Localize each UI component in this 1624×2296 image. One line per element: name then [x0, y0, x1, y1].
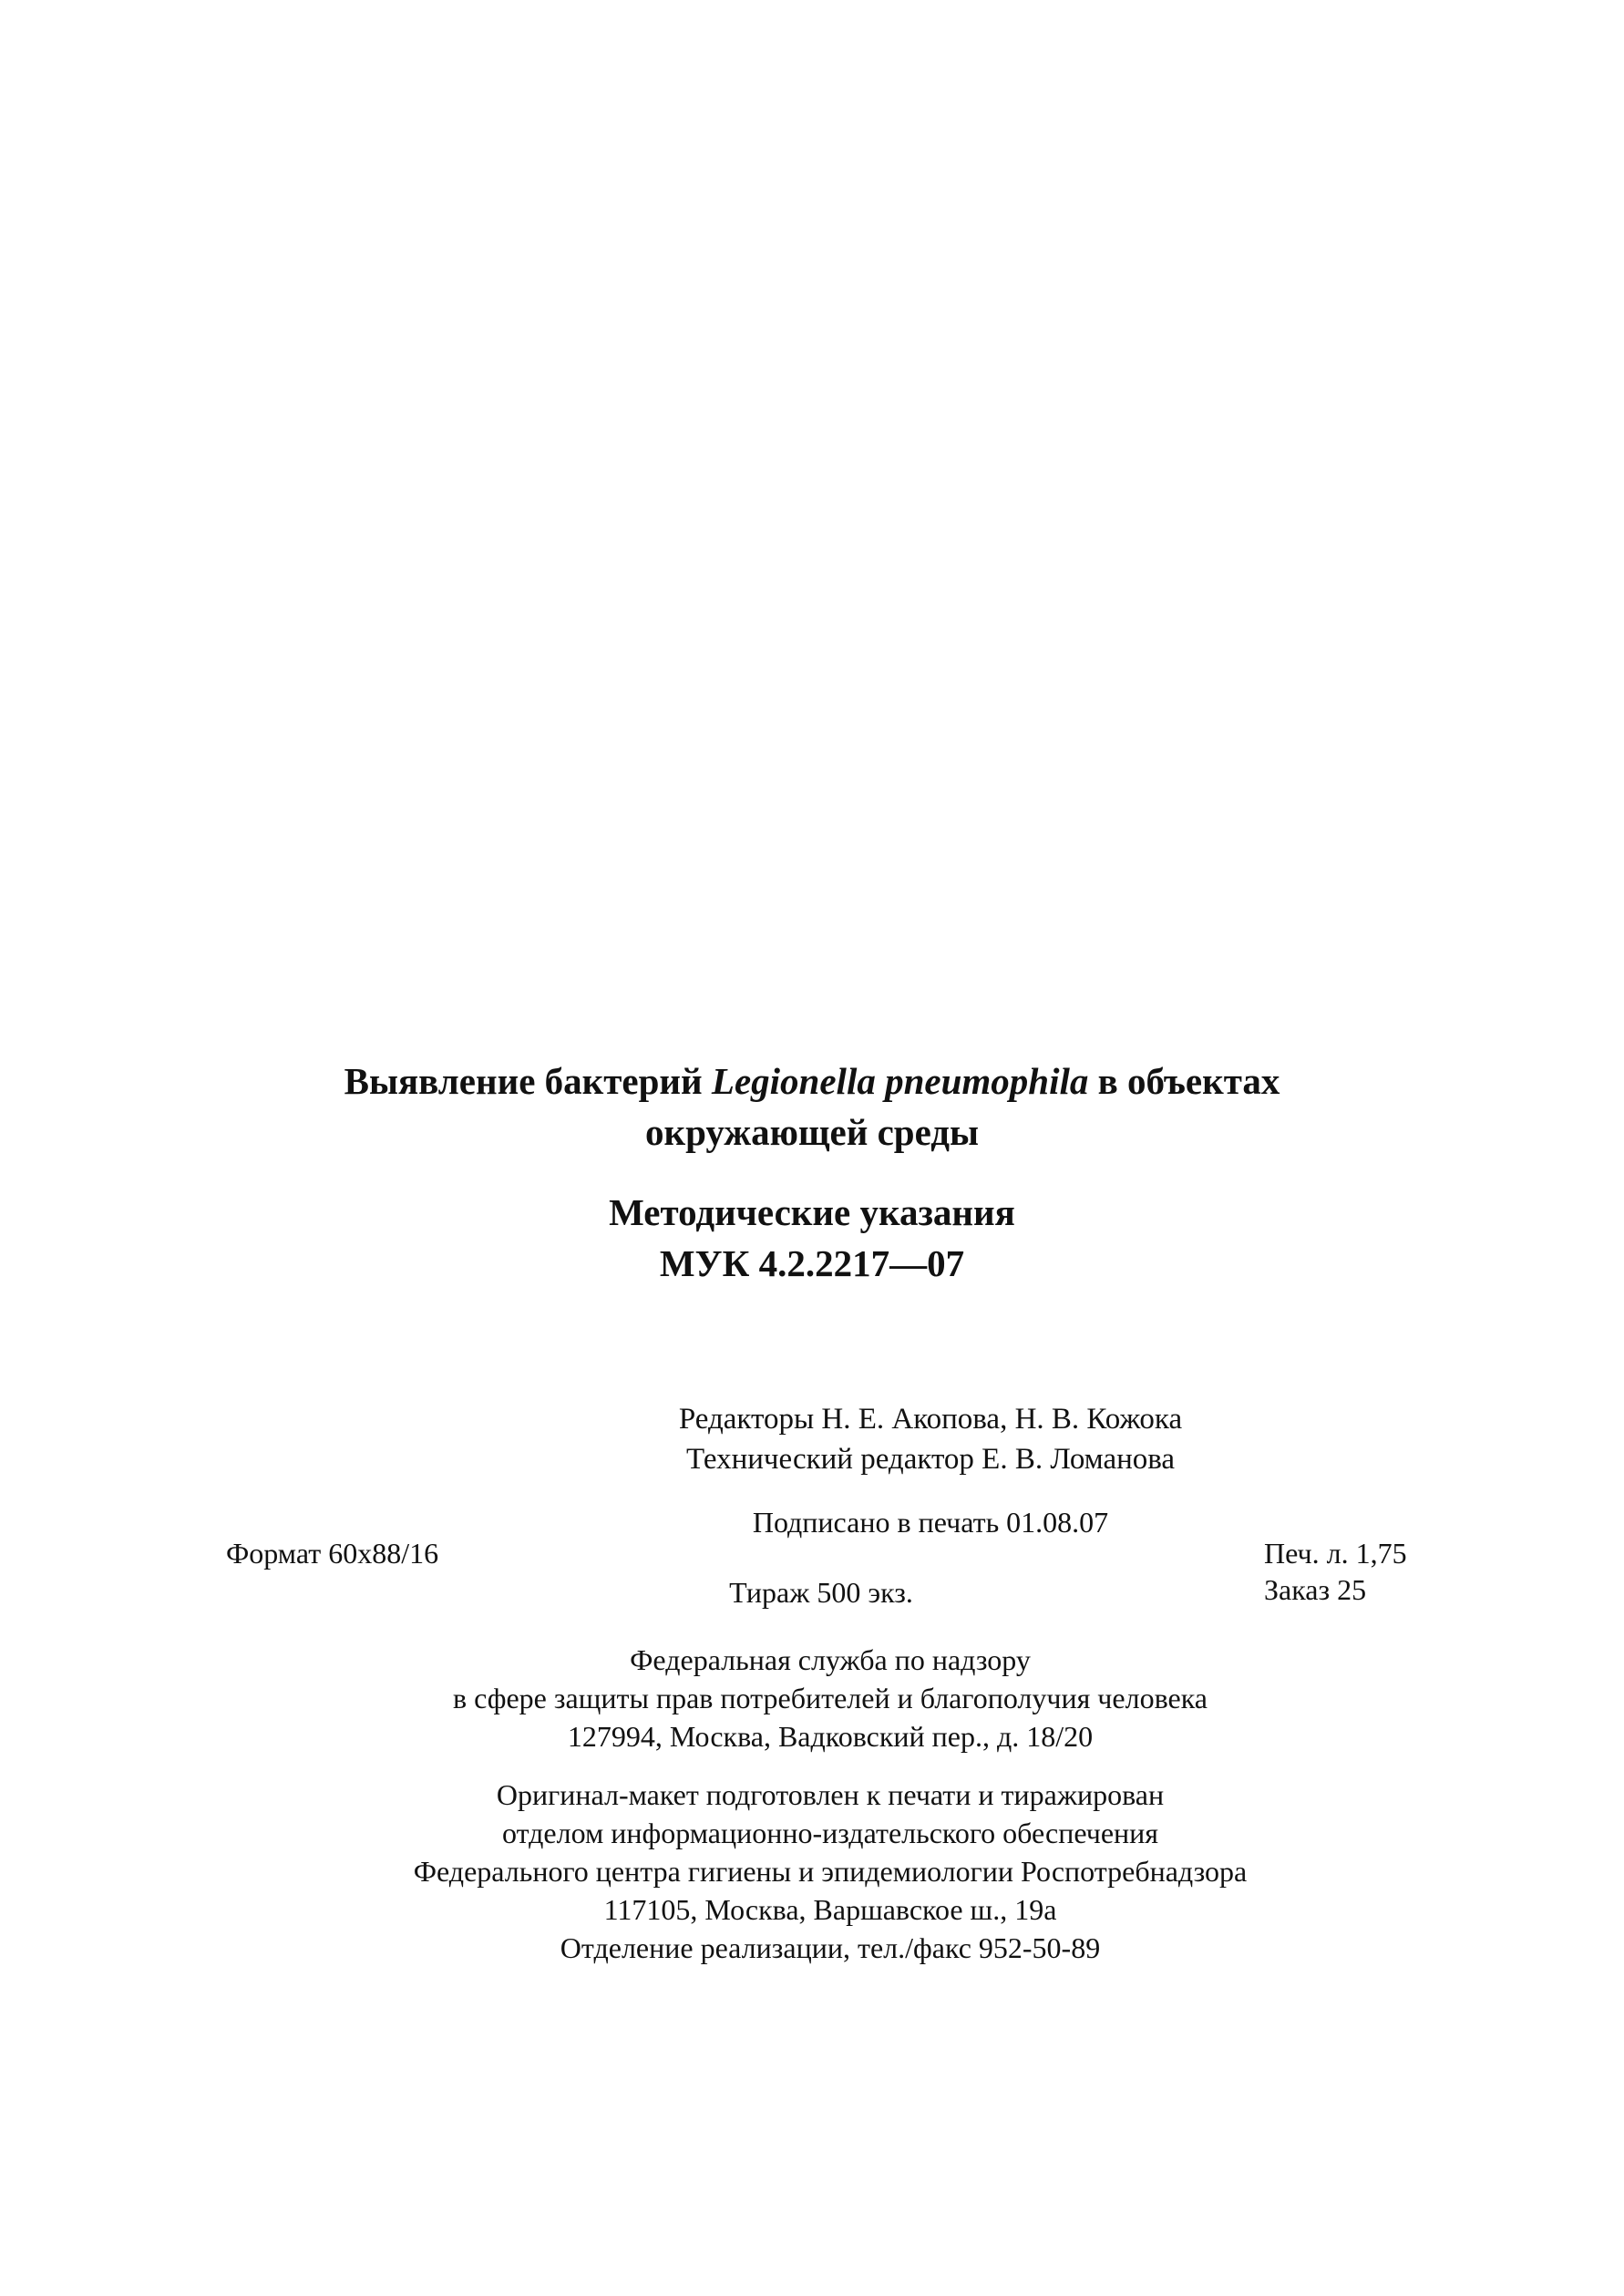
printed-sheets: Печ. л. 1,75 [1264, 1537, 1407, 1570]
bacteria-species-name: Legionella pneumophila [711, 1060, 1089, 1102]
technical-editor-line: Технический редактор Е. В. Ломанова [685, 1443, 1176, 1476]
signed-for-print: Подписано в печать 01.08.07 [752, 1506, 1109, 1539]
document-type: Методические указания [609, 1191, 1015, 1233]
document-code: МУК 4.2.2217—07 [659, 1242, 965, 1284]
publisher-line-2: в сфере защиты прав потребителей и благополучия человека [453, 1682, 1208, 1714]
maker-line-2: отделом информационно-издательского обеспечения [501, 1817, 1159, 1849]
title-text-start: Выявление бактерий [344, 1060, 712, 1102]
maker-address: 117105, Москва, Варшавское ш., 19а [603, 1893, 1057, 1926]
maker-line-3: Федерального центра гигиены и эпидемиологии Роспотребнадзора [413, 1855, 1248, 1888]
title-line-2: окружающей среды [645, 1111, 979, 1153]
circulation: Тираж 500 экз. [729, 1576, 913, 1609]
editors-line: Редакторы Н. Е. Акопова, Н. В. Кожока [678, 1403, 1183, 1436]
layout-maker-block [18, 1776, 1624, 1967]
document-subtitle [0, 1187, 1624, 1289]
title-line-1 [0, 1055, 1624, 1107]
editors-block [118, 1399, 1624, 1479]
title-text-end: в объектах [1088, 1060, 1280, 1102]
maker-line-1: Оригинал-макет подготовлен к печати и тиражирован [496, 1778, 1165, 1811]
sales-department-contact: Отделение реализации, тел./факс 952-50-89 [560, 1931, 1101, 1964]
publisher-address: 127994, Москва, Вадковский пер., д. 18/20 [567, 1720, 1094, 1753]
publisher-line-1: Федеральная служба по надзору [630, 1643, 1031, 1676]
publisher-block [18, 1641, 1624, 1755]
paper-format: Формат 60x88/16 [226, 1537, 439, 1570]
document-title [0, 1055, 1624, 1158]
order-number: Заказ 25 [1264, 1573, 1367, 1606]
